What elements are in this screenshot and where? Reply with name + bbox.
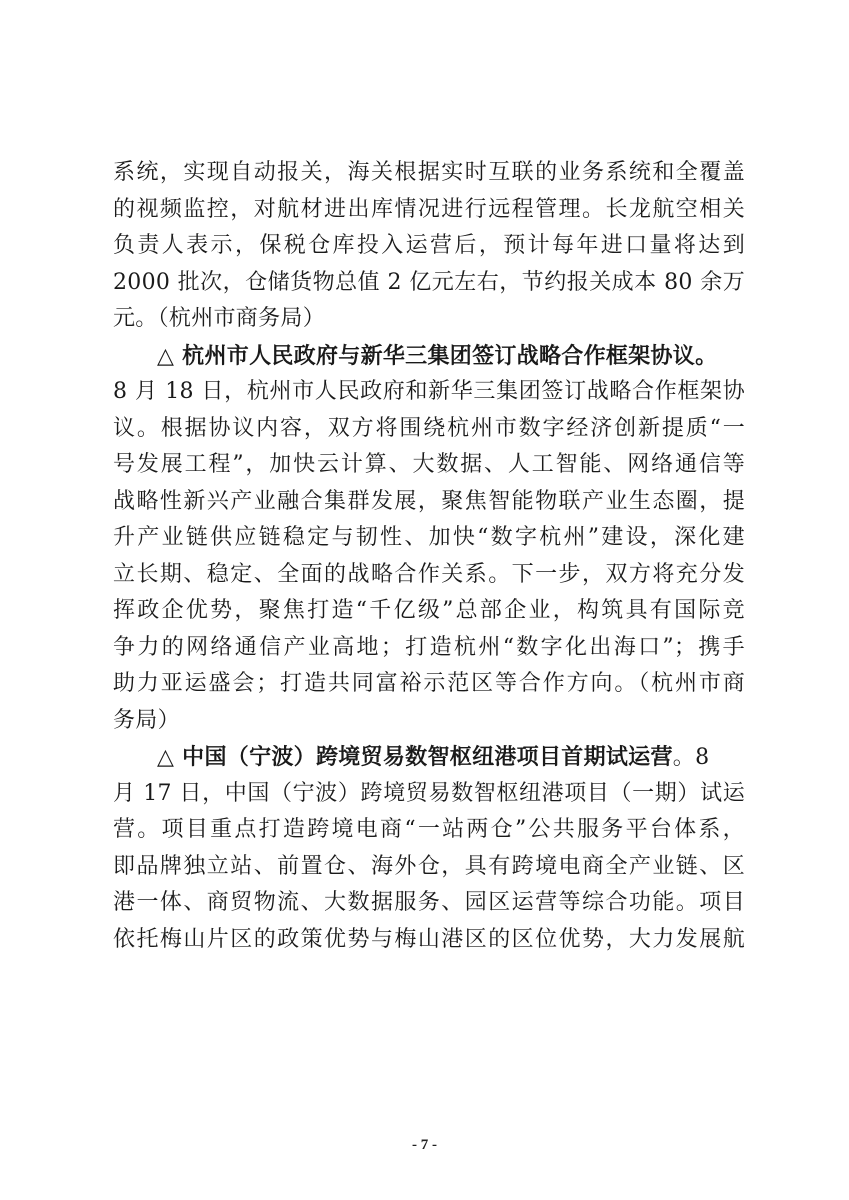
text-line: 号发展工程”，加快云计算、大数据、人工智能、网络通信等 (113, 452, 745, 477)
text-line: 助力亚运盛会；打造共同富裕示范区等合作方向。（杭州市商 (113, 671, 745, 696)
text-line: 争力的网络通信产业高地；打造杭州“数字化出海口”；携手 (113, 634, 745, 660)
text-line: 港一体、商贸物流、大数据服务、园区运营等综合功能。项目 (113, 890, 745, 915)
text-line: 月 17 日，中国（宁波）跨境贸易数智枢纽港项目（一期）试运 (113, 780, 745, 806)
paragraph-ningbo-hub (113, 739, 745, 958)
section-heading-line (113, 739, 745, 776)
text-line: 务局） (113, 707, 180, 733)
body-text (113, 155, 745, 958)
text-line: 依托梅山片区的政策优势与梅山港区的区位优势，大力发展航 (113, 926, 745, 952)
text-line: 升产业链供应链稳定与韧性、加快“数字杭州”建设，深化建 (113, 525, 745, 550)
text-line: 的视频监控，对航材进出库情况进行远程管理。长龙航空相关 (113, 196, 745, 222)
text-line: 营。项目重点打造跨境电商“一站两仓”公共服务平台体系， (113, 817, 745, 842)
text-line: 系统，实现自动报关，海关根据实时互联的业务系统和全覆盖 (113, 160, 745, 185)
text-line: 战略性新兴产业融合集群发展，聚焦智能物联产业生态圈，提 (113, 488, 745, 514)
text-line: 2000 批次，仓储货物总值 2 亿元左右，节约报关成本 80 余万 (113, 269, 745, 295)
text-line: 8 月 18 日，杭州市人民政府和新华三集团签订战略合作框架协 (113, 379, 745, 404)
text-line: 挥政企优势，聚焦打造“千亿级”总部企业，构筑具有国际竞 (113, 598, 745, 623)
text-line: 即品牌独立站、前置仓、海外仓，具有跨境电商全产业链、区 (113, 853, 745, 879)
text-line: 议。根据协议内容，双方将围绕杭州市数字经济创新提质“一 (113, 415, 745, 441)
heading-tail: 。8 (672, 745, 710, 770)
paragraph-hangzhou-h3c (113, 338, 745, 740)
page-number: - 7 - (412, 1137, 437, 1153)
text-line: 元。（杭州市商务局） (113, 306, 326, 331)
section-heading: △ 杭州市人民政府与新华三集团签订战略合作框架协议。 (157, 342, 718, 369)
section-heading: △ 中国（宁波）跨境贸易数智枢纽港项目首期试运营 (157, 744, 673, 770)
text-line: 立长期、稳定、全面的战略合作关系。下一步，双方将充分发 (113, 561, 745, 587)
text-line: 负责人表示，保税仓库投入运营后，预计每年进口量将达到 (113, 233, 745, 258)
paragraph-customs-warehouse (113, 155, 745, 338)
